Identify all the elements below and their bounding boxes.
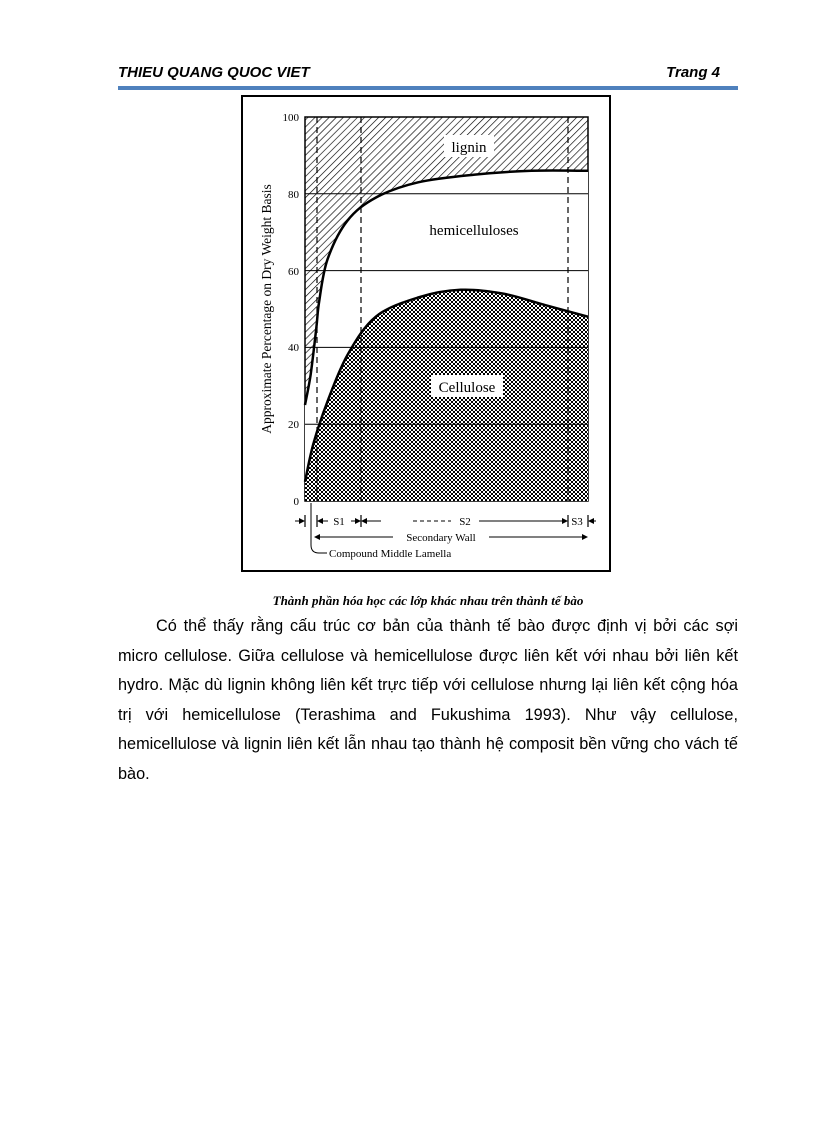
y-tick-label: 40 (288, 342, 299, 354)
page-header (118, 64, 738, 86)
page-number: Trang 4 (666, 64, 720, 81)
figure-caption: Thành phần hóa học các lớp khác nhau trên thành tế bào (272, 593, 584, 608)
hemicelluloses-label: hemicelluloses (429, 223, 519, 239)
y-tick-label: 20 (288, 419, 299, 431)
body-paragraph: Có thể thấy rằng cấu trúc cơ bản của thành tế bào được định vị bởi các sợi micro cellulose. Giữa cellulose và hemicellulose được liên kết với nhau bởi liên kết hydro. Mặc dù lignin không liên kết trực tiếp với cellulose nhưng lại liên kết cộng hóa trị với hemicellulose (Terashima and Fukushima 1993). Như vậy cellulose, hemicellulose và lignin liên kết lẫn nhau tạo thành hệ composit bền vững cho vách tế bào. (118, 617, 738, 783)
y-axis-label: Approximate Percentage on Dry Weight Basis (259, 184, 274, 434)
header-rule (118, 86, 738, 90)
compound-middle-lamella-label: Compound Middle Lamella (329, 548, 452, 560)
s3-label: S3 (571, 516, 583, 528)
s1-label: S1 (333, 516, 345, 528)
layer-annotations (295, 503, 596, 560)
author-name: THIEU QUANG QUOC VIET (118, 64, 310, 81)
y-tick-label: 80 (288, 189, 299, 201)
y-tick-label: 0 (293, 496, 299, 508)
body-paragraph-block (118, 612, 738, 789)
cellulose-label: Cellulose (438, 380, 496, 396)
lignin-label: lignin (451, 140, 487, 156)
y-tick-label: 60 (288, 266, 299, 278)
secondary-wall-label: Secondary Wall (406, 532, 476, 544)
s2-label: S2 (459, 516, 471, 528)
y-tick-label: 100 (282, 112, 299, 124)
cell-wall-composition-chart (241, 95, 611, 572)
